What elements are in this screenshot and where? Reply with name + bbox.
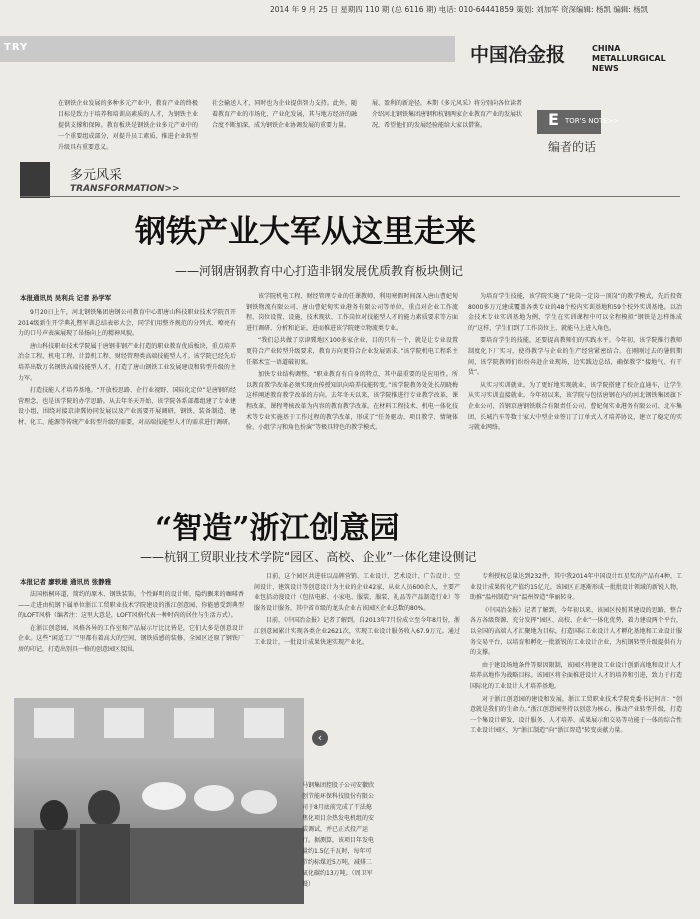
factory-photo-illustration — [14, 698, 304, 904]
article-2-col-1: 法国梧桐环道，简约的原木、钢铁装饰，个性鲜明的设计师，隐约飘来的咖啡香——走进由杭钢下属单位浙江工贸职业技术学院建设的浙江创意园，你能感受到典型的LOFT风格（编者注：这里大意是，LOFT风格代表一种时尚的居住与生活方式）。 在浙江创意园，风格各异的工作室和产品展示厅比比皆是，它们大多是创意设计企业。这些“闲适工厂”里都有着高大的空间，钢铁质感的装修，全园区还原了钢铁厂房的印记，打造出别具一格的创意园区氛围。 — [18, 591, 244, 653]
intro-col-2: 社会输送人才，同时也为企业提供智力支持。此外，随着教育产业的市场化、产业化发展，其与地方经济的融合度不断加深，成为钢铁企业协调发展的重要力量。 — [212, 100, 357, 129]
article-1-byline: 本报通讯员 吴利兵 记者 孙学军 — [20, 294, 112, 302]
article-2-byline: 本报记者 廖轶雄 通讯员 张静雅 — [20, 578, 112, 586]
section-band — [0, 36, 455, 62]
section-marker — [20, 162, 50, 198]
article-1-subheadline: ——河钢唐钢教育中心打造非钢发展优质教育板块侧记 — [175, 264, 464, 278]
intro-col-1: 在钢铁企业发展的多种多元产业中，教育产业的终极目标是致力于培养和培训高素质的人才，为钢铁主业提供支撑和保障。教育板块是钢铁企业多元产业中的一个重要组成部分，对提升员工素质、推进企业转型升级具有重要意义。 — [58, 100, 198, 151]
intro-col-3: 展、盈利的新途径。本期《多元风采》将分别向各位读者介绍河北钢铁集团唐钢和杭钢两家企业教育产业的发展状况，希望他们的发展经验能给大家以借鉴。 — [372, 100, 523, 129]
article-1-headline: 钢铁产业大军从这里走来 — [135, 214, 476, 250]
article-1-col-3: 为培育学生技能，该学院实施了“轮岗一定岗一顶岗”的教学模式，先后投资8000多万元建成覆盖各类专业的48个校内实训基地和59个校外实训基地。以冶金技术专业实训基地为例，学生在实训课程中可以全程模拟“钢铁是怎样炼成的”这样，学生们到了工作岗位上，就能马上进入角色。 要培育学生的技能，还要提高教师们的实践水平。今年初，该学院推行教师制度化下厂实习，使得教学与企业的生产经营紧密结合。在刚刚过去的暑假期间，该学院教师们纷纷奔赴企业现场，边实践边总结，确保教学“接地气、有干货”。 从实习实训就业。为了更好地实现就业，该学院搭建了校企直通车，让学生从实习实训直接就业。今年初以来，该学院与包括唐钢在内的河北钢铁集团旗下企业公司、首钢京唐钢铁联合有限责任公司、曹妃甸实业港务有限公司、北车集团、长城汽车等数十家大中型企业签订了订单式人才培养协议，建立了稳定的实习就业网络。 — [468, 293, 682, 432]
newspaper-logo-en: CHINA METALLURGICAL NEWS — [592, 44, 666, 73]
photo-caption: 马钢集团控股子公司安徽欣创节能环保科技股份有限公司于8月底前完成了干法熄焦化项目余热发电机组的安装调试，并已正式投产运行。据测算，该项目年发电量约1.5亿千瓦时，每年可节约标煤近5万吨，减排二氧化碳约13万吨。（周卫军 摄） — [302, 782, 375, 888]
newspaper-logo: 中国冶金报 — [470, 44, 566, 66]
article-2-col-3: 专利授权总量达到232件，其中我2014年中国设计红星奖的产品有4种，工业设计成果转化产值约15亿元。该园区正逐渐形成一批批设计领域的新锐人物，助推“温州制造”向“温州智造”华丽转身。 《中国冶金报》记者了解到，今年初以来，该园区按照其建设的思路，整合各方各级资源，充分发挥“园区、高校、企业”一体化优势，着力建设两个平台，以全国的高端人才汇聚地为目标，打造国际工业设计人才孵化基地和工业设计服务交易平台，以培育和孵化一批新锐的工业设计企业，为杭钢转型升级提供有力的支撑。 由于建设场地条件等原因限制，该园区将建设工业设计创新高地和设计人才培养高地作为战略目标。该园区将全面推进设计人才的培养和引进，致力于打造国际化的工业设计人才培养基地。 对于浙江创意园的建设和发展，浙江工贸职业技术学院党委书记何言：“创意就是我们的生命力。”浙江创意园坚持以创意为核心，推动产业转型升级，打造一个集设计研发、设计服务、人才培养、成果展示和交易等功能于一体的综合性工业设计园区，为“浙江制造”向“浙江智造”转变贡献力量。 — [470, 573, 682, 735]
article-2-headline: “智造”浙江创意园 — [155, 511, 400, 546]
editors-note-title: 编者的话 — [548, 140, 597, 154]
section-title-en: TRANSFORMATION>> — [70, 184, 180, 194]
article-2-subheadline: ——杭钢工贸职业技术学院“园区、高校、企业”一体化建设侧记 — [140, 550, 477, 564]
article-2-col-2: 目前，这个园区共进驻以品牌营销、工业设计、艺术设计、广告设计、空间设计、建筑设计等创意设计为主业的企业42家，从业人员600余人，主要产业包括动漫设计（包括电影、小家电、服装、服装、礼品等产品制造行业）等服务设计服务，其中省市级的龙头企业占该园区企业总数的80%。 目前，《中国冶金报》记者了解到，自2013年7月份成立至今年8月份，浙江创意园累计实现各类企业2621次，实现工业设计服务收入67.9万元。通过工业设计，一批设计成果快速实现产业化。 — [254, 573, 460, 646]
masthead-meta: 2014 年 9 月 25 日 星期四 110 期 (总 6116 期) 电话: 010-64441859 策划: 刘加军 资深编辑: 杨凯 编辑: 杨凯 — [270, 5, 649, 14]
section-band-label: TRY — [4, 42, 29, 53]
section-divider — [20, 196, 680, 197]
news-photo — [14, 698, 304, 904]
section-title: 多元风采 — [70, 168, 123, 183]
article-1-col-2: 该学院机电工程、财经管理专业的任课教师，利用寒假时间深入唐山曹妃甸钢铁物流有限公司、唐山曹妃甸实业港务有限公司等单位，重点对企业工作流程、岗位设置、设施、技术现状、工作岗位对技能型人才的能力素质要求等方面进行调研、分析和论证，进而推进该学院建立物流类专业。 “我们总共做了京津冀地区100多家企业，目的只有一个，就是让专业设置更符合产业转型升级要求，教育方向更符合企业发展需求。”该学院机电工程系主任郝术宝一语道破初衷。 加快专业结构调整。“职业教育有自身的特点，其中最重要的是应用性。所以教育教学改革必须实现由传授知识向培养技能转变。”该学院教务处处长胡晓梅这样阐述教育教学改革的方向。去年冬天以来，该学院推进行专业教学改革，课程改革，课程考核改革为内容的教育教学改革。在材料工程技术、机电一体化技术等专业实施基于工作过程的教学改革，形成了“任务驱动、项目教学、情境体验、小组学习和角色扮演”等极具特色的教学模式。 — [246, 293, 458, 432]
editors-note-tag: TOR'S NOTE>> — [565, 117, 620, 125]
article-1-col-1: 9月20日上午，河北钢铁集团唐钢公司教育中心即唐山科技职业技术学院召开2014级新生开学典礼暨军训总结表彰大会，同学们用整齐规范的分列式、嘹亮有力的口号声表演展现了昂扬向上的精神风貌。 唐山科技职业技术学院属于唐钢非钢产业打造的职业教育优质板块，重点培养冶金工程、机电工程、计算机工程、财经管理类高端技能型人才。该学院已经先后培养出数万名钢铁高端技能型人才，打造了唐山钢铁工业发展建设和转型升级的主力军。 打造技能人才培养基地。“开放校思路、企行业视野、国际化定位”是唐钢的经营理念，也是该学院的办学思路。从去年冬天开始，该学院各系部都组建了专业建设小组，围绕对接京津冀协同发展以及产业需要开展调研，钢铁、装备制造、建材、化工、能源等传统产业转型升级的需要，对高端技能型人才的需求进行调研。 — [18, 309, 236, 426]
editors-note-letter: E — [548, 110, 559, 129]
arrow-left-icon: ‹ — [312, 730, 328, 746]
